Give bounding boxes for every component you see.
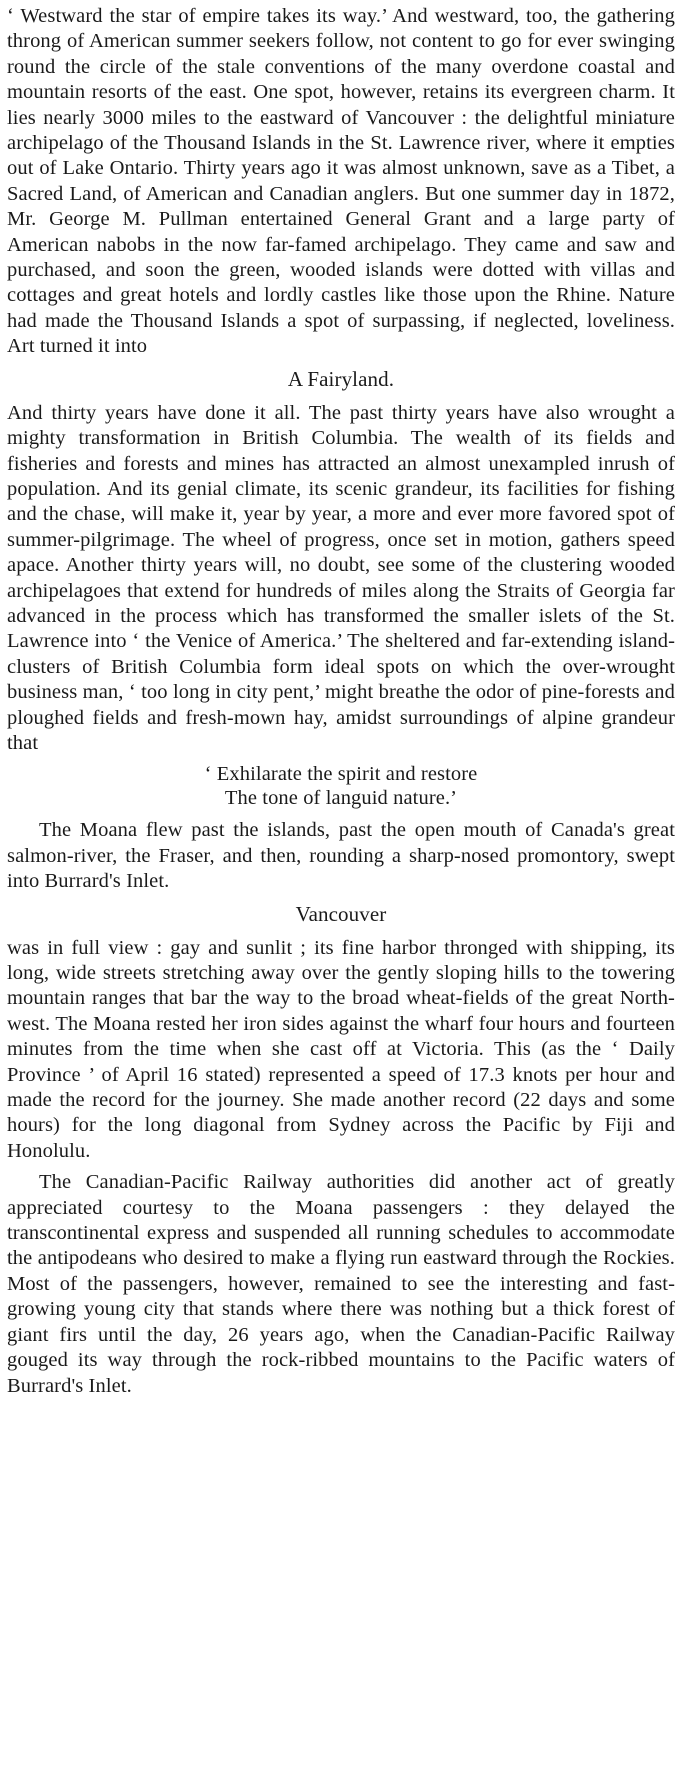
paragraph-thousand-islands: ‘ Westward the star of empire takes its way.’ And westward, too, the gathering throng of American summer seekers follow, not content to go for ever swinging round the circle of the stale conventions of the many overdone coastal and mountain resorts of the east. One spot, however, retains its evergreen charm. It lies nearly 3000 miles to the eastward of Vancouver : the delightful miniature archipelago of the Thousand Islands in the St. Lawrence river, where it empties out of Lake Ontario. Thirty years ago it was almost unknown, save as a Tibet, a Sacred Land, of American and Canadian anglers. But one summer day in 1872, Mr. George M. Pullman entertained General Grant and a large party of American nabobs in the now far-famed archipelago. They came and saw and purchased, and soon the green, wooded islands were dotted with villas and cottages and great hotels and lordly castles like those upon the Rhine. Nature had made the Thousand Islands a spot of surpassing, if neglected, loveliness. Art turned it into	[7, 5, 675, 358]
section-heading-fairyland: A Fairyland.	[287, 366, 395, 391]
paragraph-moana-arrival: The Moana flew past the islands, past the open mouth of Canada's great salmon-river, the Fraser, and then, rounding a sharp-nosed promontory, swept into Burrard's Inlet.	[7, 819, 675, 893]
paragraph-vancouver-harbor: was in full view : gay and sunlit ; its fine harbor thronged with shipping, its long, wide streets stretching away over the gently sloping hills to the towering mountain ranges that bar the way to the broad wheat-fields of the great North-west. The Moana rested her iron sides against the wharf four hours and fourteen minutes from the time when she cast off at Victoria. This (as the ‘ Daily Province ’ of April 16 stated) represented a speed of 17.3 knots per hour and made the record for the journey. She made another record (22 days and some hours) for the long diagonal from Sydney across the Pacific by Fiji and Honolulu.	[7, 936, 675, 1162]
quote-line-1: ‘ Exhilarate the spirit and restore	[204, 763, 478, 786]
block-quote	[7, 762, 675, 810]
paragraph-canadian-pacific: The Canadian-Pacific Railway authorities did another act of greatly appreciated courtesy to the Moana passengers : they delayed the transcontinental express and suspended all running schedules to accommodate the antipodeans who desired to make a flying run eastward through the Rockies. Most of the passengers, however, remained to see the interesting and fast-growing young city that stands where there was nothing but a thick forest of giant firs until the day, 26 years ago, when the Canadian-Pacific Railway gouged its way through the rock-ribbed mountains to the Pacific waters of Burrard's Inlet.	[7, 1171, 675, 1397]
paragraph-british-columbia: And thirty years have done it all. The past thirty years have also wrought a mighty transformation in British Columbia. The wealth of its fields and fisheries and forests and mines has attracted an almost unexampled inrush of population. And its genial climate, its scenic grandeur, its facilities for fishing and the chase, will make it, year by year, a more and ever more favored spot of summer-pilgrimage. The wheel of progress, once set in motion, gathers speed apace. Another thirty years will, no doubt, see some of the clustering wooded archipelagoes that extend for hundreds of miles along the Straits of Georgia far advanced in the process which has transformed the smaller islets of the St. Lawrence into ‘ the Venice of America.’ The sheltered and far-extending island-clusters of British Columbia form ideal spots on which the over-wrought business man, ‘ too long in city pent,’ might breathe the odor of pine-forests and ploughed fields and fresh-mown hay, amidst surroundings of alpine grandeur that	[7, 401, 675, 754]
quote-line-2: The tone of languid nature.’	[224, 787, 458, 810]
article-page	[7, 4, 675, 1399]
section-heading-vancouver: Vancouver	[295, 901, 387, 926]
